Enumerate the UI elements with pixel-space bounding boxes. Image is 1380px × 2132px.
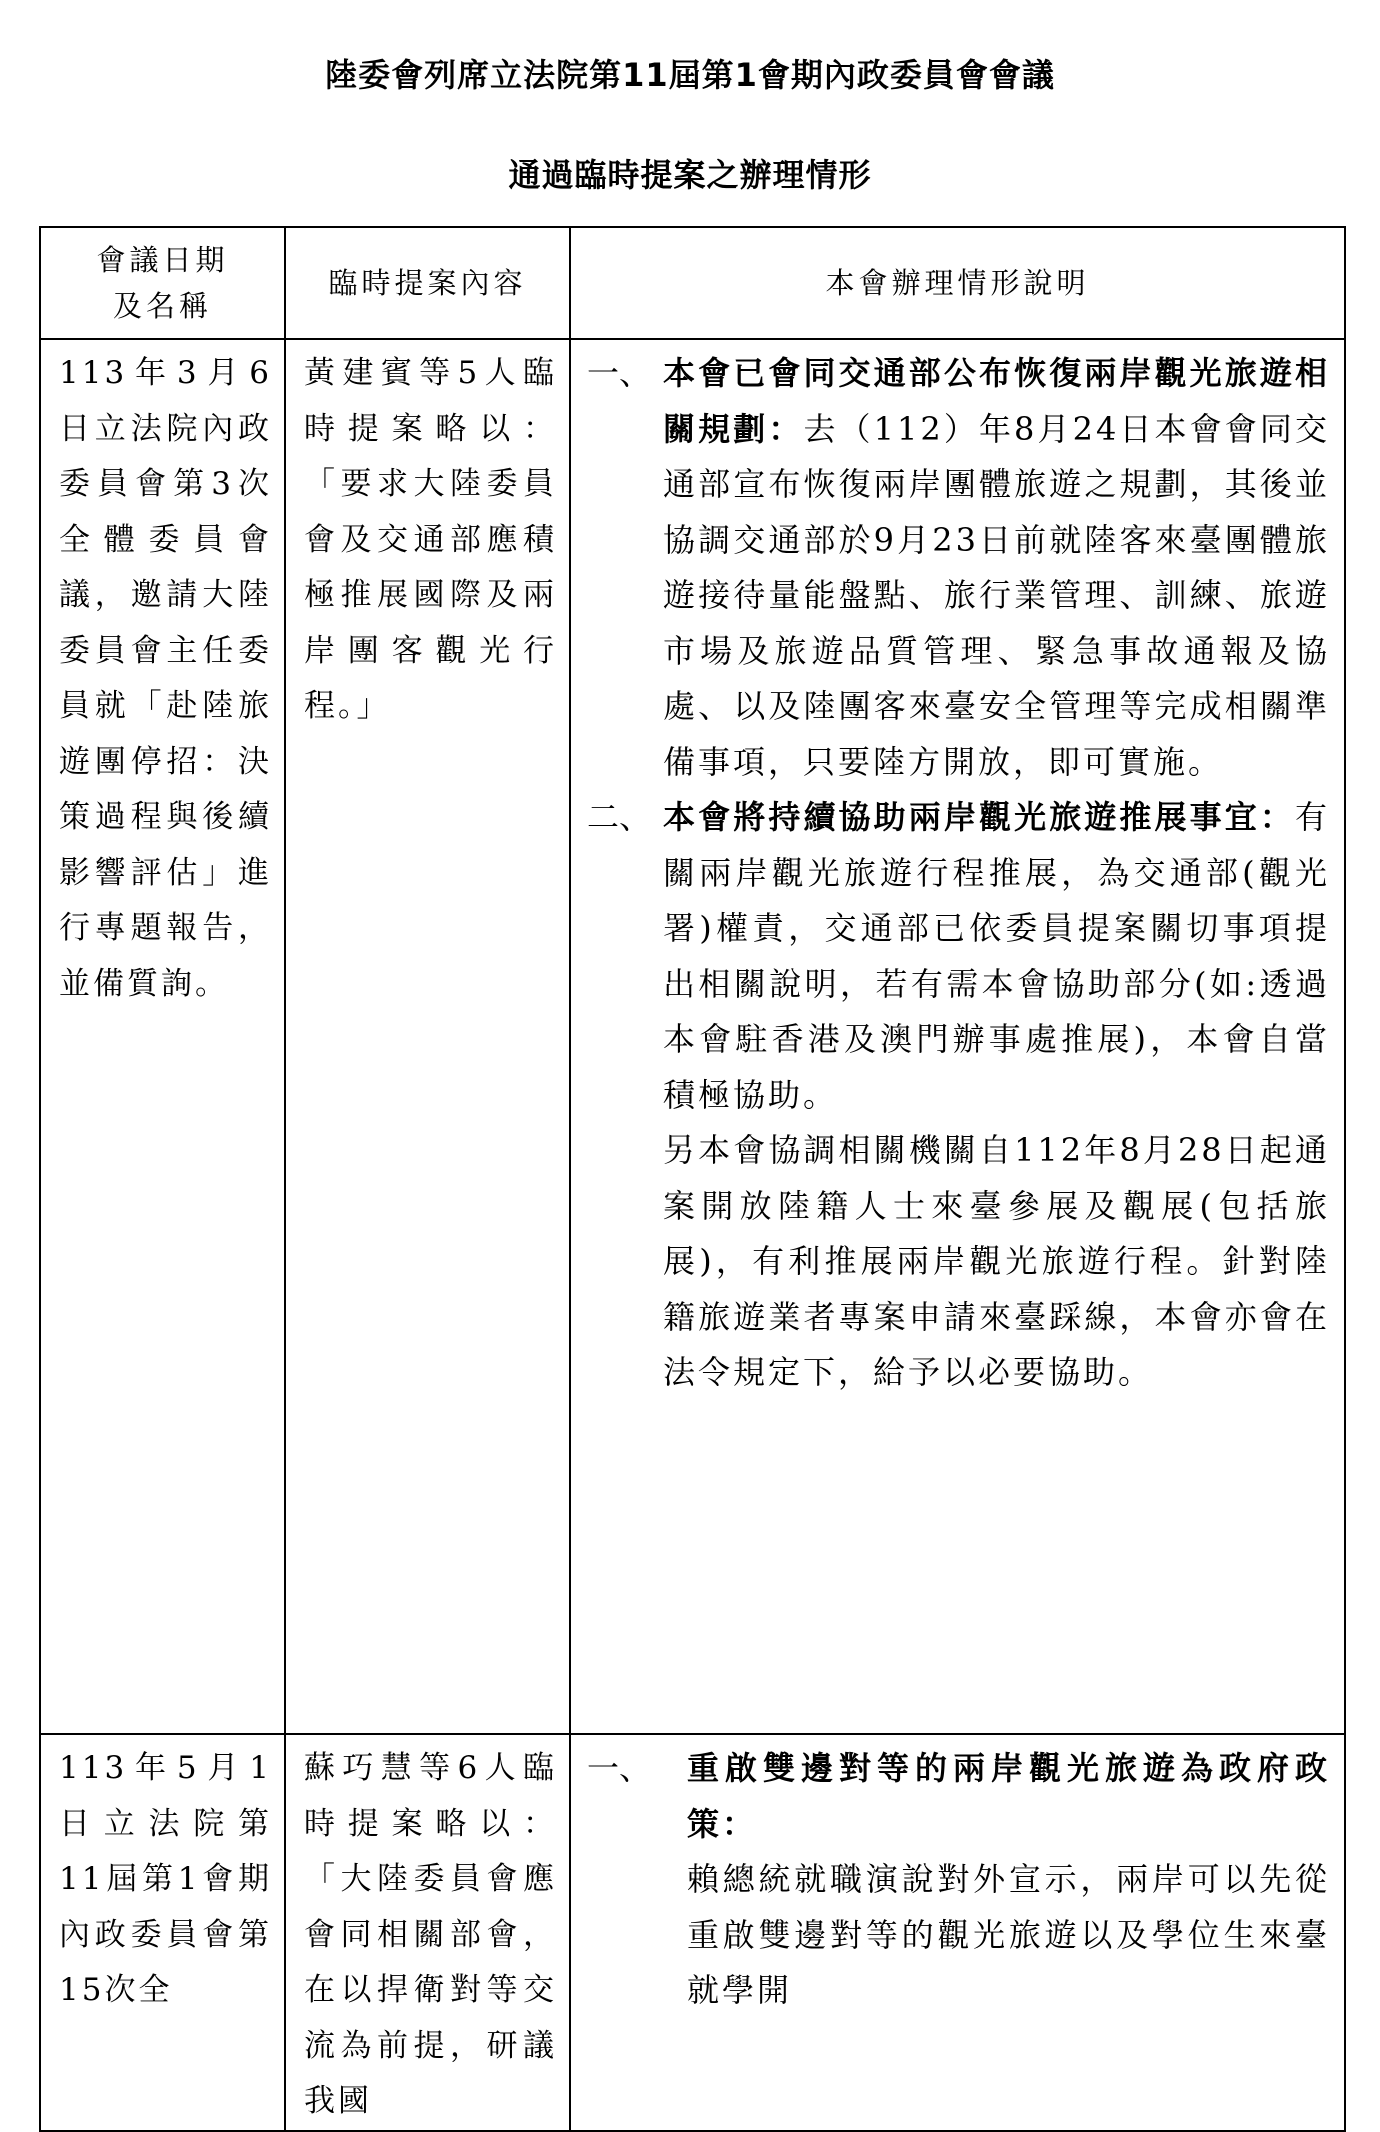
- item-heading: 本會將持續協助兩岸觀光旅遊推展事宜：: [663, 798, 1295, 836]
- handling-cell: [570, 339, 1345, 1734]
- list-item: [587, 790, 1330, 1401]
- meeting-text: 113年3月6日立法院內政委員會第3次全體委員會議，邀請大陸委員會主任委員就「赴陸旅遊團停招：決策過程與後續影響評估」進行專題報告，並備質詢。: [59, 355, 272, 1002]
- meeting-cell: [40, 1734, 285, 2131]
- item-heading: 重啟雙邊對等的兩岸觀光旅遊為政府政策：: [687, 1749, 1330, 1843]
- list-item: [587, 1741, 1330, 2019]
- proposal-table: [39, 226, 1346, 2132]
- item-text: 去（112）年8月24日本會會同交通部宣布恢復兩岸團體旅遊之規劃，其後並協調交通部於9月23日前就陸客來臺團體旅遊接待量能盤點、旅行業管理、訓練、旅遊市場及旅遊品質管理、緊急事故通報及協處、以及陸團客來臺安全管理等完成相關準備事項，只要陸方開放，即可實施。: [663, 409, 1330, 781]
- proposal-cell: [285, 339, 570, 1734]
- header-proposal: 臨時提案內容: [285, 227, 570, 339]
- document-title: 陸委會列席立法院第11屆第1會期內政委員會會議: [325, 56, 1055, 94]
- item-number: 一、: [587, 354, 652, 392]
- item-number: 二、: [587, 798, 652, 836]
- item-text: 有關兩岸觀光旅遊行程推展，為交通部(觀光署)權責，交通部已依委員提案關切事項提出相關說明，若有需本會協助部分(如:透過本會駐香港及澳門辦事處推展)，本會自當積極協助。: [663, 798, 1330, 1114]
- proposal-text: 蘇巧慧等6人臨時提案略以：「大陸委員會應會同相關部會，在以捍衛對等交流為前提，研議我國: [304, 1750, 557, 2119]
- item-text: 賴總統就職演說對外宣示，兩岸可以先從重啟雙邊對等的觀光旅遊以及學位生來臺就學開: [687, 1860, 1330, 2009]
- item-heading: 本會已會同交通部公布恢復兩岸觀光旅遊相關規劃：: [663, 354, 1330, 448]
- header-handling: 本會辦理情形說明: [570, 227, 1345, 339]
- document-subtitle: 通過臨時提案之辦理情形: [508, 156, 872, 194]
- meeting-cell: [40, 339, 285, 1734]
- header-meeting: 會議日期及名稱: [40, 227, 285, 339]
- proposal-text: 黃建賓等5人臨時提案略以：「要求大陸委員會及交通部應積極推展國際及兩岸團客觀光行程。」: [304, 355, 557, 724]
- item-text-continued: 另本會協調相關機關自112年8月28日起通案開放陸籍人士來臺參展及觀展(包括旅展)，有利推展兩岸觀光旅遊行程。針對陸籍旅遊業者專案申請來臺踩線，本會亦會在法令規定下，給予以必要協助。: [663, 1131, 1330, 1391]
- item-number: 一、: [587, 1749, 652, 1787]
- list-item: [587, 346, 1330, 790]
- handling-cell: [570, 1734, 1345, 2131]
- table-row: [40, 339, 1345, 1734]
- proposal-cell: [285, 1734, 570, 2131]
- table-row: [40, 1734, 1345, 2131]
- meeting-text: 113年5月1日立法院第11屆第1會期內政委員會第15次全: [59, 1750, 272, 2008]
